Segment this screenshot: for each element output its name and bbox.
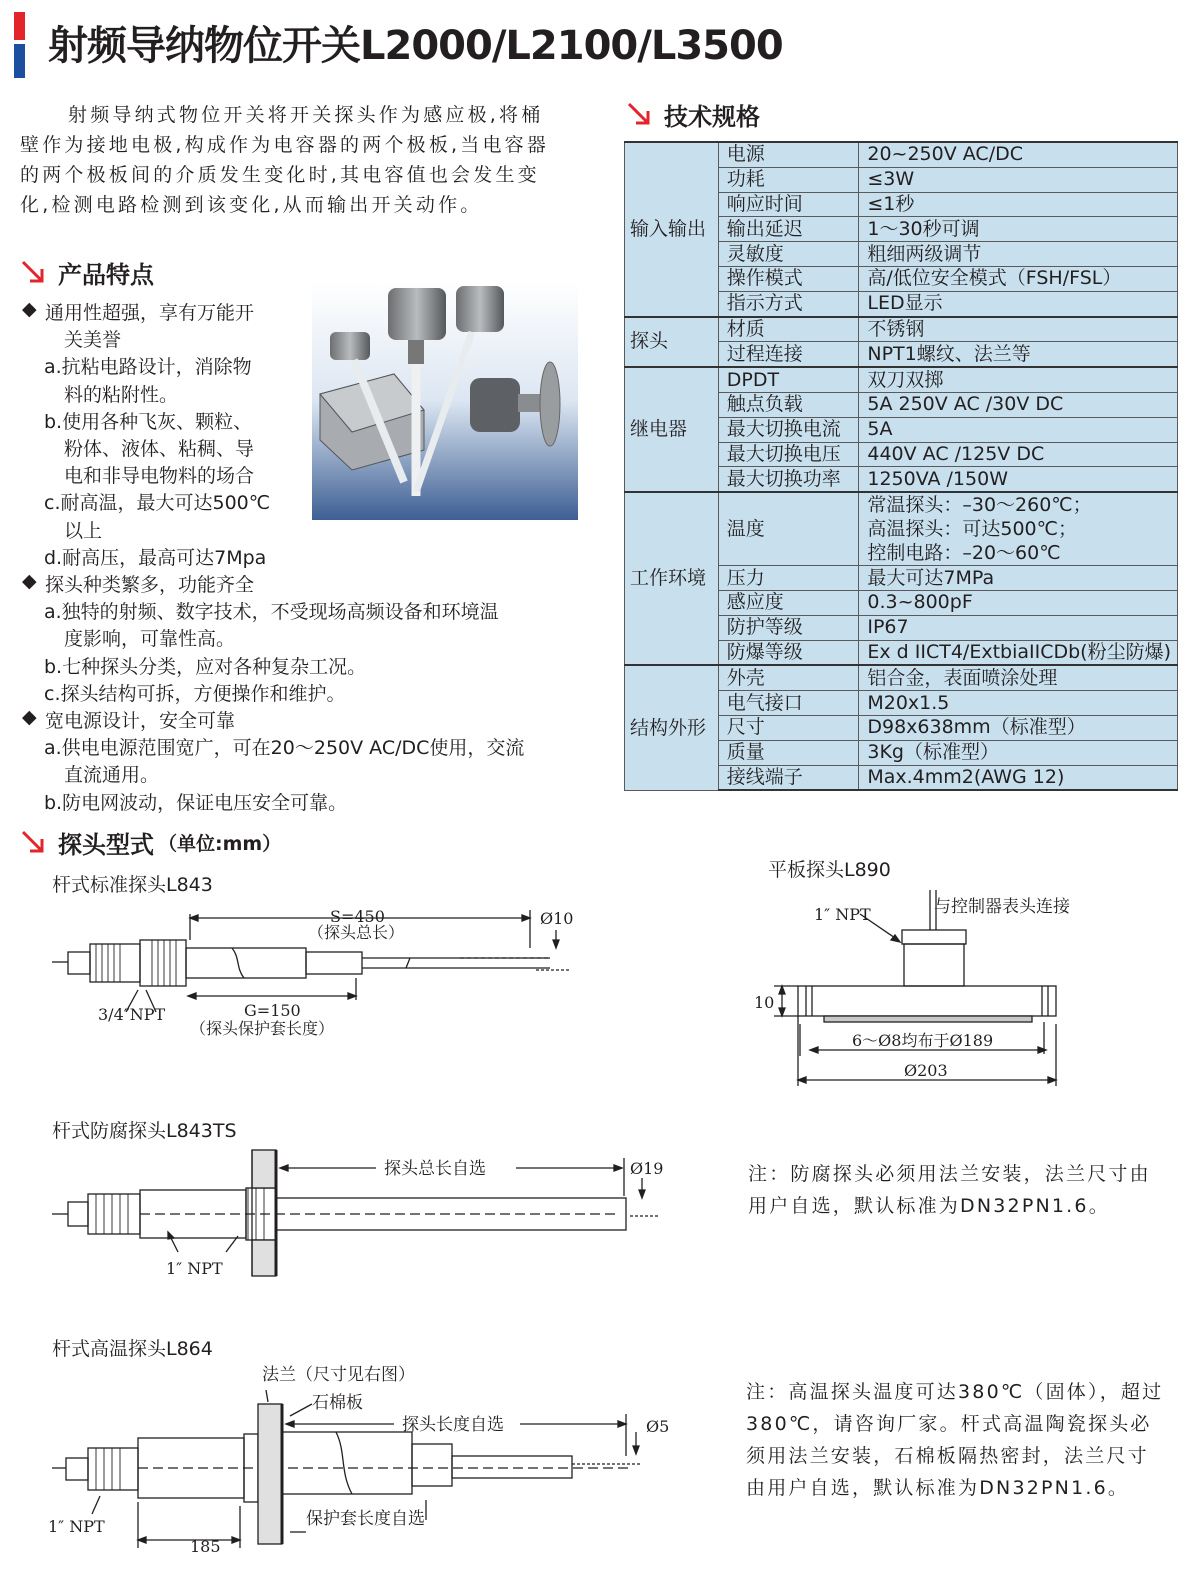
spec-label: 电气接口: [718, 691, 859, 716]
spec-group: 继电器: [625, 367, 719, 492]
spec-value-line: 控制电路：–20～60℃: [867, 542, 1061, 565]
spec-value: [859, 492, 1178, 566]
l890-thick-label: 10: [754, 993, 775, 1012]
feature-text: 度影响，可靠性高。: [64, 628, 236, 651]
spec-label: 材质: [718, 317, 859, 342]
feature-text: 宽电源设计，安全可靠: [45, 710, 236, 732]
spec-label: 温度: [718, 492, 859, 566]
spec-value-line: 440V AC /125V DC: [867, 442, 1045, 465]
l843-npt-label: 3/4″NPT: [98, 1005, 166, 1024]
spec-value-line: Max.4mm2(AWG 12): [867, 765, 1065, 788]
spec-value: [859, 665, 1178, 690]
bullet-icon: ◆: [22, 706, 37, 728]
l864-len-label: 探头长度自选: [402, 1415, 504, 1435]
l843ts-dia-label: Ø19: [630, 1159, 664, 1178]
spec-row: [625, 367, 1178, 392]
spec-value-line: ≤1秒: [867, 192, 915, 215]
probes-heading-unit: （单位:mm）: [158, 832, 282, 855]
feature-text: a.独特的射频、数字技术，不受现场高频设备和环境温: [44, 601, 499, 624]
spec-label: DPDT: [718, 367, 859, 392]
spec-value-line: M20x1.5: [867, 691, 950, 714]
specs-table: [624, 141, 1178, 791]
product-photo: [312, 282, 578, 520]
spec-value-line: 高/低位安全模式（FSH/FSL）: [867, 267, 1122, 290]
feature-text: d.耐高压，最高可达7Mpa: [44, 546, 267, 569]
spec-value: [859, 392, 1178, 417]
spec-row: [625, 142, 1178, 167]
spec-value: [859, 691, 1178, 716]
spec-label: 响应时间: [718, 192, 859, 217]
spec-value: [859, 590, 1178, 615]
spec-value: [859, 291, 1178, 316]
spec-value-line: D98x638mm（标准型）: [867, 716, 1086, 739]
spec-label: 防爆等级: [718, 640, 859, 665]
spec-value: [859, 417, 1178, 442]
feature-text: 以上: [64, 519, 103, 542]
spec-label: 接线端子: [718, 765, 859, 790]
feature-text: c.耐高温，最大可达500℃: [44, 492, 271, 515]
spec-label: 指示方式: [718, 291, 859, 316]
spec-value-line: 5A: [867, 418, 893, 441]
red-arrow-icon: [20, 259, 46, 285]
spec-label: 触点负载: [718, 392, 859, 417]
spec-value: [859, 167, 1178, 192]
spec-value-line: ≤3W: [867, 168, 915, 191]
spec-value-line: 0.3~800pF: [867, 591, 973, 614]
l843ts-note: 注：防腐探头必须用法兰安装，法兰尺寸由用户自选，默认标准为DN32PN1.6。: [748, 1163, 1151, 1217]
l890-dia-label: Ø203: [904, 1061, 948, 1080]
l890-drawing: [740, 886, 1180, 1096]
l843-drawing: [40, 900, 580, 1050]
l843ts-npt-label: 1″ NPT: [166, 1259, 223, 1278]
spec-label: 灵敏度: [718, 242, 859, 267]
probes-heading: [20, 824, 281, 860]
l864-caption: 杆式高温探头L864: [52, 1338, 213, 1360]
spec-group: 结构外形: [625, 665, 719, 790]
spec-value-line: 粗细两级调节: [867, 242, 982, 265]
l843-g-note: （探头保护套长度）: [190, 1019, 335, 1038]
l843ts-drawing: [40, 1148, 680, 1284]
red-arrow-icon: [20, 829, 46, 855]
feature-text: 通用性超强，享有万能开: [45, 302, 255, 324]
spec-label: 最大切换功率: [718, 467, 859, 492]
spec-value: [859, 142, 1178, 167]
page-title: 射频导纳物位开关L2000/L2100/L3500: [48, 23, 783, 69]
spec-value-line: 20~250V AC/DC: [867, 143, 1023, 166]
features-heading-text: 产品特点: [58, 260, 154, 289]
l843-g-label: G=150: [244, 1001, 301, 1020]
feature-text: a.供电电源范围宽广，可在20～250V AC/DC使用，交流: [44, 737, 525, 760]
spec-row: [625, 317, 1178, 342]
l843ts-len-label: 探头总长自选: [384, 1159, 486, 1179]
l843-caption: 杆式标准探头L843: [52, 874, 213, 896]
features-heading: [20, 254, 154, 290]
spec-value: [859, 615, 1178, 640]
spec-label: 感应度: [718, 590, 859, 615]
spec-label: 最大切换电压: [718, 442, 859, 467]
spec-value-line: IP67: [867, 616, 909, 639]
spec-label: 电源: [718, 142, 859, 167]
feature-text: 电和非导电物料的场合: [64, 465, 255, 488]
feature-text: 直流通用。: [64, 764, 160, 787]
l890-caption: 平板探头L890: [768, 859, 891, 881]
spec-value: [859, 566, 1178, 591]
l864-sleeve-label: 保护套长度自选: [306, 1509, 425, 1529]
spec-value-line: 3Kg（标准型）: [867, 741, 999, 764]
feature-text: a.抗粘电路设计，消除物: [44, 356, 252, 379]
red-arrow-icon: [626, 101, 652, 127]
feature-text: b.使用各种飞灰、颗粒、: [44, 410, 253, 433]
specs-heading: [626, 96, 760, 132]
l864-dim-label: 185: [190, 1537, 221, 1556]
l864-note: 注：高温探头温度可达380℃（固体），超过380℃，请咨询厂家。杆式高温陶瓷探头必须用法兰安装，石棉板隔热密封，法兰尺寸由用户自选，默认标准为DN32PN1.6。: [746, 1381, 1164, 1499]
spec-group: 工作环境: [625, 492, 719, 665]
title-accent-blue: [14, 44, 25, 78]
spec-label: 尺寸: [718, 715, 859, 740]
spec-value: [859, 242, 1178, 267]
spec-group: 探头: [625, 317, 719, 368]
spec-value: [859, 342, 1178, 367]
spec-value-line: 常温探头：–30～260℃；: [867, 494, 1092, 517]
spec-row: [625, 665, 1178, 690]
l864-asbestos-label: 石棉板: [312, 1393, 363, 1413]
feature-text: 粉体、液体、粘稠、导: [64, 438, 255, 460]
spec-value-line: 最大可达7MPa: [867, 566, 995, 589]
spec-label: 防护等级: [718, 615, 859, 640]
l890-holes-label: 6～Ø8均布于Ø189: [852, 1031, 994, 1050]
spec-label: 质量: [718, 740, 859, 765]
feature-text: b.防电网波动，保证电压安全可靠。: [44, 791, 348, 814]
spec-value-line: 高温探头：可达500℃；: [867, 518, 1077, 541]
l890-npt-label: 1″ NPT: [814, 905, 871, 924]
spec-value: [859, 467, 1178, 492]
spec-value-line: 1250VA /150W: [867, 467, 1008, 490]
feature-text: 探头种类繁多，功能齐全: [45, 574, 255, 596]
l864-npt-label: 1″ NPT: [48, 1517, 105, 1536]
spec-value: [859, 442, 1178, 467]
l843-s-label: S=450: [330, 907, 385, 926]
spec-row: [625, 492, 1178, 566]
spec-value: [859, 765, 1178, 790]
spec-value-line: 不锈钢: [867, 317, 925, 340]
spec-value-line: 5A 250V AC /30V DC: [867, 393, 1064, 416]
probes-heading-text: 探头型式: [58, 830, 154, 859]
intro-paragraph: 射频导纳式物位开关将开关探头作为感应极,将桶壁作为接地电极,构成作为电容器的两个极板,当电容器的两个极板间的介质发生变化时,其电容值也会发生变化,检测电路检测到该变化,从而输出开关动作。: [20, 104, 550, 216]
feature-text: 关美誉: [64, 329, 122, 352]
title-accent-red: [14, 12, 25, 40]
bullet-icon: ◆: [22, 298, 37, 320]
spec-value: [859, 367, 1178, 392]
spec-value-line: 铝合金，表面喷涂处理: [867, 666, 1058, 689]
bullet-icon: ◆: [22, 570, 37, 592]
spec-value: [859, 715, 1178, 740]
spec-value-line: Ex d IICT4/ExtbiaIICDb(粉尘防爆): [867, 640, 1171, 663]
specs-heading-text: 技术规格: [664, 102, 760, 131]
l843-dia-label: Ø10: [540, 909, 574, 928]
spec-value-line: 1～30秒可调: [867, 217, 980, 240]
spec-value: [859, 266, 1178, 291]
l864-flange-label: 法兰（尺寸见右图）: [262, 1365, 415, 1385]
feature-text: b.七种探头分类，应对各种复杂工况。: [44, 655, 367, 678]
spec-value: [859, 740, 1178, 765]
spec-label: 输出延迟: [718, 217, 859, 242]
feature-text: 料的粘附性。: [64, 383, 179, 406]
spec-value-line: NPT1螺纹、法兰等: [867, 342, 1031, 365]
spec-value-line: 双刀双掷: [867, 368, 944, 391]
l843-s-note: （探头总长）: [308, 923, 405, 942]
spec-label: 过程连接: [718, 342, 859, 367]
l843ts-caption: 杆式防腐探头L843TS: [52, 1120, 237, 1142]
spec-value: [859, 217, 1178, 242]
spec-value: [859, 192, 1178, 217]
l864-dia-label: Ø5: [646, 1417, 670, 1436]
spec-value: [859, 317, 1178, 342]
spec-value-line: LED显示: [867, 292, 943, 315]
spec-label: 功耗: [718, 167, 859, 192]
l890-connect-label: 与控制器表头连接: [934, 897, 1070, 917]
feature-text: c.探头结构可拆，方便操作和维护。: [44, 682, 346, 705]
spec-value: [859, 640, 1178, 665]
spec-label: 外壳: [718, 665, 859, 690]
spec-group: 输入输出: [625, 142, 719, 317]
l864-drawing: [40, 1360, 680, 1556]
spec-label: 压力: [718, 566, 859, 591]
spec-label: 最大切换电流: [718, 417, 859, 442]
spec-label: 操作模式: [718, 266, 859, 291]
